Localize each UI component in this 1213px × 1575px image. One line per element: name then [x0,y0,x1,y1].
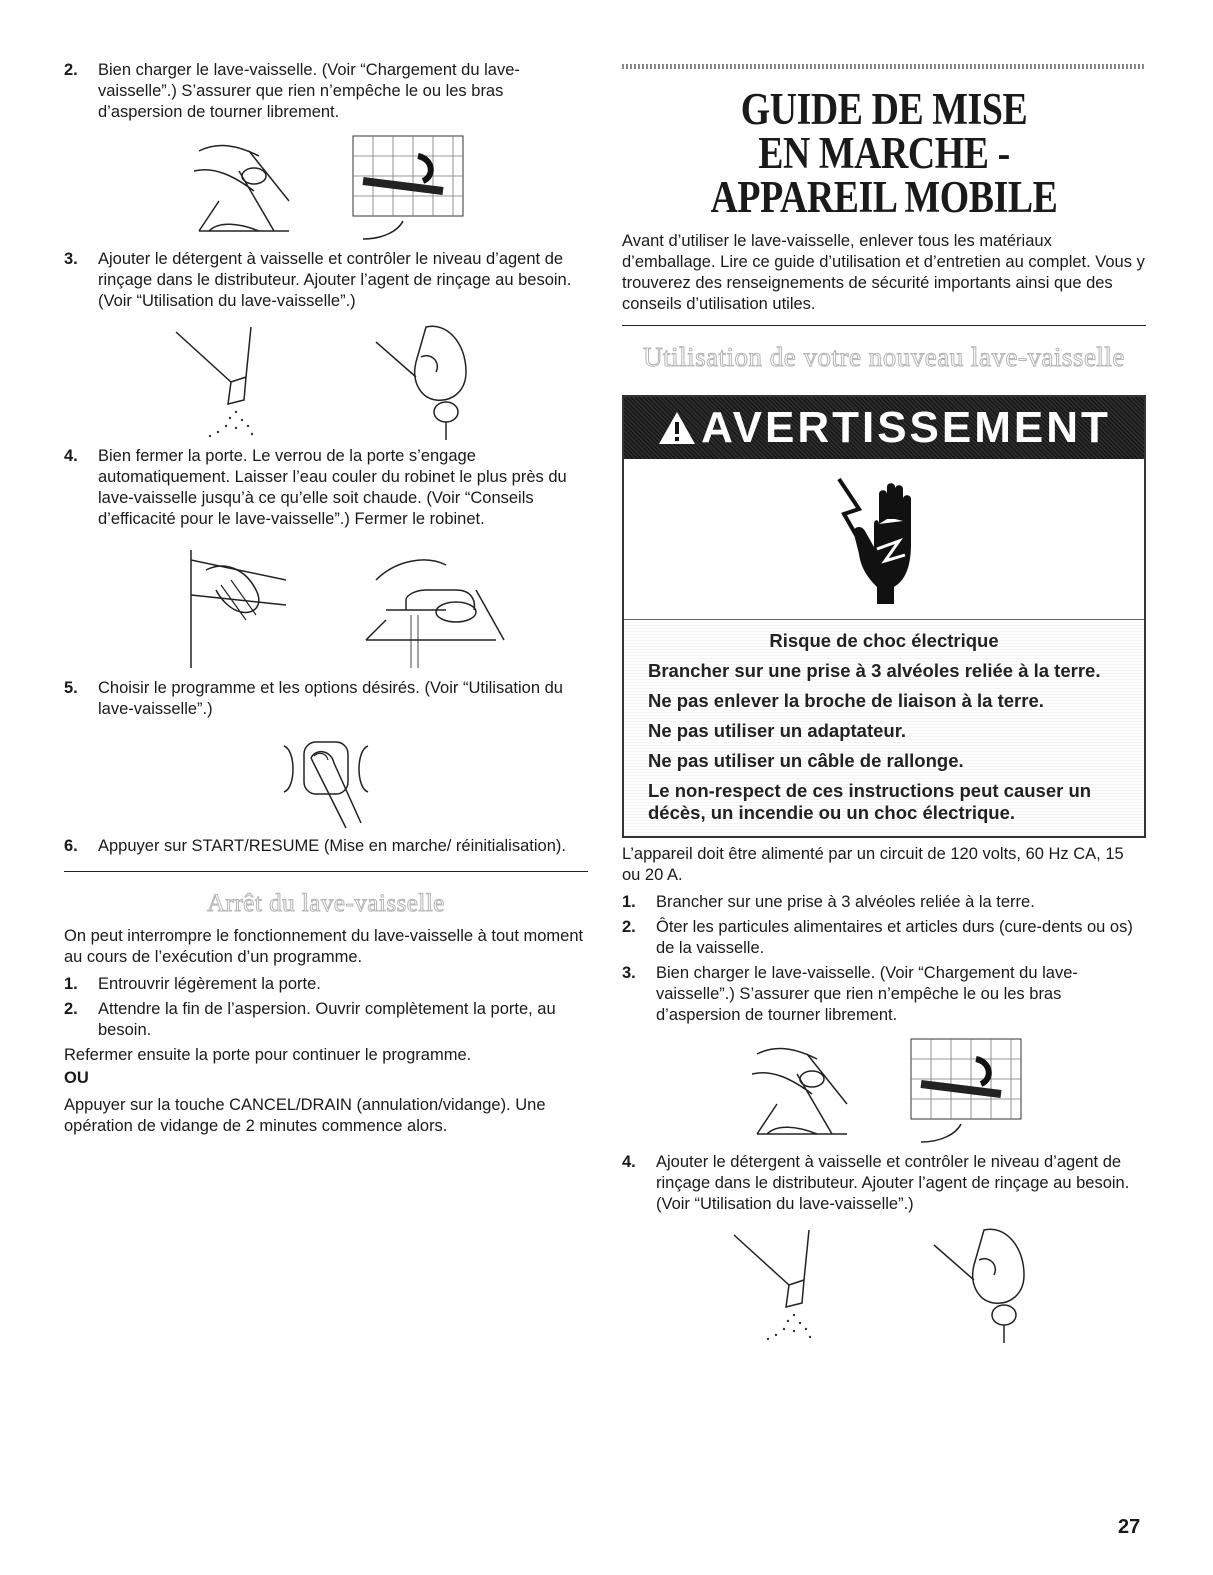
illustration-add-detergent [64,322,588,440]
step-text: Attendre la fin de l’aspersion. Ouvrir complètement la porte, au besoin. [98,1000,556,1039]
step-text: Ôter les particules alimentaires et articles durs (cure-dents ou os) de la vaisselle. [656,918,1133,957]
resume-note: Refermer ensuite la porte pour continuer le programme. [64,1046,472,1064]
illustration-load-dishwasher-2 [622,1034,1146,1146]
detergent-pour-icon [156,322,286,440]
step-text: Appuyer sur START/RESUME (Mise en marche/ réinitialisation). [98,837,566,855]
warning-line-3: Ne pas utiliser un adaptateur. [648,720,907,741]
hand-loading-dishes-icon [179,131,309,243]
power-note: L’appareil doit être alimenté par un circuit de 120 volts, 60 Hz CA, 15 ou 20 A. [622,845,1124,884]
stop-section-heading: Arrêt du lave-vaisselle [207,890,445,917]
warning-illustration [624,459,1144,620]
illustration-press-button [64,728,588,832]
right-step-3 [622,963,1146,1026]
step-number: 1. [64,975,78,993]
left-step-2 [64,60,588,123]
step-number: 3. [64,250,78,268]
detergent-pour-icon [714,1225,844,1343]
warning-title: AVERTISSEMENT [701,403,1111,452]
stop-intro: On peut interrompre le fonctionnement du lave-vaisselle à tout moment au cours de l’exécution d’un programme. [64,927,584,966]
warning-line-2: Ne pas enlever la broche de liaison à la terre. [648,690,1044,711]
step-number: 6. [64,837,78,855]
step-number: 5. [64,679,78,697]
step-text: Choisir le programme et les options désirés. (Voir “Utilisation du lave-vaisselle”.) [98,679,563,718]
warning-line-4: Ne pas utiliser un câble de rallonge. [648,750,964,771]
spray-arm-rack-icon [901,1034,1031,1146]
section-divider [64,871,588,872]
step-number: 2. [64,1000,78,1018]
intro-text: Avant d’utiliser le lave-vaisselle, enlever tous les matériaux d’emballage. Lire ce guide d’utilisation et d’entretien au complet. Vous y trouverez des renseignements de sécurité importants ainsi que des conseils d’utilisation utiles. [622,232,1145,313]
warning-text [624,620,1144,836]
section-divider [622,325,1146,326]
step-number: 2. [622,918,636,936]
step-text: Ajouter le détergent à vaisselle et contrôler le niveau d’agent de rinçage dans le distributeur. Ajouter l’agent de rinçage au besoin. (Voir “Utilisation du lave-vaisselle”.) [656,1153,1130,1213]
right-step-2 [622,917,1146,959]
step-text: Entrouvrir légèrement la porte. [98,975,321,993]
left-step-5 [64,678,588,720]
left-column [64,60,588,1137]
step-number: 2. [64,61,78,79]
left-step-4 [64,446,588,530]
stop-step-1 [64,974,588,995]
finger-press-button-icon [256,728,396,832]
illustration-add-detergent-2 [622,1225,1146,1343]
warning-header [624,397,1144,459]
left-step-6 [64,836,588,857]
right-step-1 [622,892,1146,913]
guide-title-line-2: EN MARCHE - [758,128,1010,178]
spray-arm-rack-icon [343,131,473,243]
cancel-note: Appuyer sur la touche CANCEL/DRAIN (annulation/vidange). Une opération de vidange de 2 minutes commence alors. [64,1096,546,1135]
faucet-running-water-icon [356,540,506,668]
warning-line-5: Le non-respect de ces instructions peut causer un décès, un incendie ou un choc électrique. [648,780,1092,823]
illustration-close-door-faucet [64,540,588,668]
warning-triangle-icon [657,410,697,446]
rinse-aid-bottle-icon [924,1225,1054,1343]
step-number: 3. [622,964,636,982]
step-text: Bien charger le lave-vaisselle. (Voir “Chargement du lave-vaisselle”.) S’assurer que rien n’empêche le ou les bras d’aspersion de tourner librement. [98,61,520,121]
or-label: OU [64,1069,89,1087]
electric-shock-hand-icon [819,469,949,609]
stop-step-2 [64,999,588,1041]
title-dotted-rule [622,64,1146,69]
right-step-4 [622,1152,1146,1215]
page-number: 27 [1118,1516,1141,1538]
guide-title [622,84,1146,222]
close-door-hand-icon [146,540,286,668]
guide-title-line-1: GUIDE DE MISE [740,84,1028,134]
warning-risk: Risque de choc électrique [769,630,999,651]
step-number: 4. [64,447,78,465]
illustration-load-dishwasher [64,131,588,243]
usage-section-heading: Utilisation de votre nouveau lave-vaisselle [643,342,1125,372]
step-text: Bien charger le lave-vaisselle. (Voir “Chargement du lave-vaisselle”.) S’assurer que rien n’empêche le ou les bras d’aspersion de tourner librement. [656,964,1078,1024]
right-column [622,64,1146,1343]
hand-loading-dishes-icon [737,1034,867,1146]
step-text: Brancher sur une prise à 3 alvéoles reliée à la terre. [656,893,1035,911]
step-text: Bien fermer la porte. Le verrou de la porte s’engage automatiquement. Laisser l’eau couler du robinet le plus près du lave-vaisselle jusqu’à ce qu’elle soit chaude. (Voir “Conseils d’efficacité pour le lave-vaisselle”.) Fermer le robinet. [98,447,567,528]
rinse-aid-bottle-icon [366,322,496,440]
step-text: Ajouter le détergent à vaisselle et contrôler le niveau d’agent de rinçage dans le distributeur. Ajouter l’agent de rinçage au besoin. (Voir “Utilisation du lave-vaisselle”.) [98,250,572,310]
warning-box [622,395,1146,838]
left-step-3 [64,249,588,312]
warning-line-1: Brancher sur une prise à 3 alvéoles reliée à la terre. [648,660,1101,681]
step-number: 1. [622,893,636,911]
step-number: 4. [622,1153,636,1171]
guide-title-line-3: APPAREIL MOBILE [710,172,1058,222]
